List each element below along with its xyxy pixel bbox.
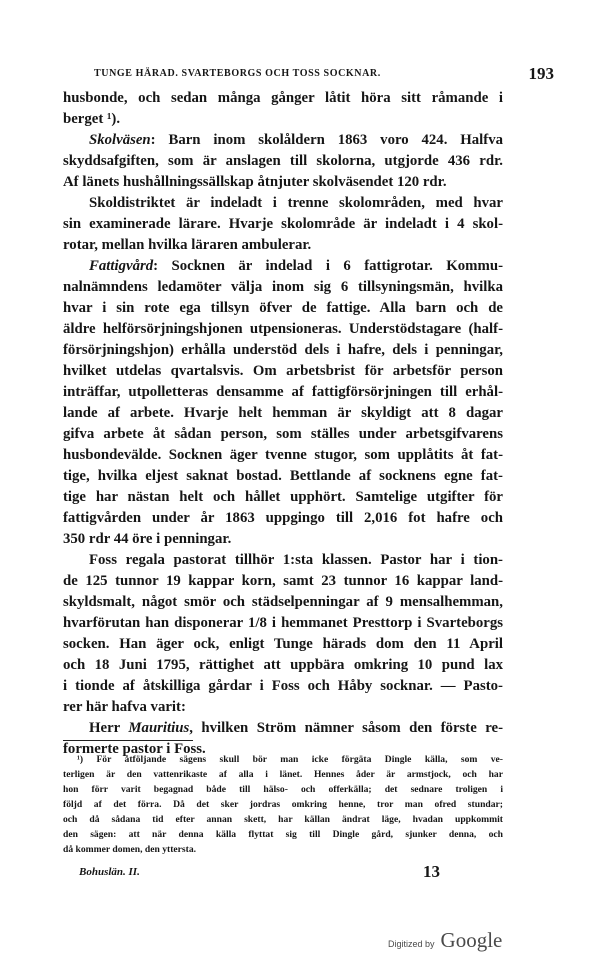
text-line: Af länets hushållningssällskap åtnjuter skolväsendet 120 rdr. [63,174,447,190]
text-line: Fattigvård: Socknen är indelad i 6 fattigrotar. Kommu- [89,258,503,274]
google-logo: Google [440,928,503,952]
text-line: Skolväsen: Barn inom skolåldern 1863 voro 424. Halfva [89,132,503,148]
text-line: formerte pastor i Foss. [63,741,206,757]
running-head: TUNGE HÄRAD. SVARTEBORGS OCH TOSS SOCKNAR. [94,68,381,79]
text-line: nalnämndens ledamöter välja inom sig 6 tillsyningsmän, hvilka [63,279,503,295]
footnote-line: den sägen: att när denna källa flyttat sig till Dingle gård, sjunker denna, och [63,829,503,840]
footnote-line: terligen är den vattenrikaste af alla i länet. Hennes åder är armstjock, och har [63,769,503,780]
digitization-watermark [388,928,502,953]
text-line: tige, hvilka eljest saknat bostad. Bettlande af socknens egne fat- [63,468,503,484]
text-line: sin examinerade lärare. Hvarje skolområde är indeladt i 4 skol- [63,216,503,232]
text-line: skyldsmalt, något smör och städselpenningar af 9 mensalhemman, [63,594,503,610]
text-line: äldre helförsörjningshjonen utpensioneras. Understödstagare (half- [63,321,503,337]
text-line: husbonde, och sedan många gånger låtit höra sitt råmande i [63,90,503,106]
text-line: hvar i sin rote ega tillsyn öfver de fattige. Alla barn och de [63,300,503,316]
text-line: 350 rdr 44 öre i penningar. [63,531,232,547]
paragraph-skolvasen [63,130,503,151]
footnote [63,752,503,857]
signature-mark: 13 [423,862,440,881]
body-text [63,88,503,760]
text-line: Foss regala pastorat tillhör 1:sta klassen. Pastor har i tion- [89,552,503,568]
text-line: husbondevälde. Socknen äger tvenne stugor, som upplåtits åt fat- [63,447,503,463]
paragraph-fattigvard [63,256,503,277]
text-line: fattigvården under år 1863 uppgingo till 2,016 fot hafre och [63,510,503,526]
text-line: berget ¹). [63,111,121,127]
text-line: i tionde af åtskilliga gårdar i Foss och Håby socknar. — Pasto- [63,678,503,694]
footnote-line: ¹) För åtföljande sägens skull bör man icke förgäta Dingle källa, som ve- [77,754,503,765]
text-line: gifva arbete åt sådan person, som ställes under arbetsgifvarens [63,426,503,442]
text-line: hvilket utdelas qvartalsvis. Om arbetsbrist för arbetsför person [63,363,503,379]
text-line: lande af arbete. Hvarje helt hemman är skyldigt att 8 dagar [63,405,503,421]
footnote-line: och då sådana tid efter annan skett, har källan ändrat läge, hvadan uppkommit [63,814,503,825]
footnote-line: då kommer domen, den ytterstа. [63,844,197,855]
text-line: skyddsafgiften, som är anslagen till skolorna, utgjorde 436 rdr. [63,153,503,169]
page-footer [63,862,503,886]
text-line: rotar, mellan hvilka läraren ambulerar. [63,237,312,253]
digitized-by-label: Digitized by [388,939,435,949]
text-line: de 125 tunnor 19 kappar korn, samt 23 tunnor 16 kappar land- [63,573,503,589]
text-line: och 18 Juni 1795, rättighet att uppbära omkring 10 pund lax [63,657,503,673]
page-number: 193 [528,64,554,83]
text-line: rer här hafva varit: [63,699,186,715]
footnote-line: följd af det förra. Då det sker jordras omkring henne, tror man ofred stundar; [63,799,503,810]
text-line: Herr Mauritius, hvilken Ström nämner såsom den förste re- [89,720,503,736]
footnote-line: hon förr varit begagnad både till hälso- och offerkälla; det sednare troligen i [63,784,503,795]
signature: Bohuslän. II. [79,866,140,878]
text-line: tige har nästan helt och hållet upphört. Samtelige utgifter för [63,489,503,505]
text-line: Skoldistriktet är indeladt i trenne skolområden, med hvar [89,195,503,211]
text-line: hvarförutan han disponerar 1/8 i hemmanet Presttorp i Svarteborgs [63,615,503,631]
text-line: socken. Han äger ock, enligt Tunge härads dom den 11 April [63,636,503,652]
text-line: inträffar, utpolletteras densamme af fattigförsörjningen till erhål- [63,384,503,400]
text-line: försörjningshjon) erhålla understöd dels i hafre, dels i penningar, [63,342,503,358]
page-header [60,64,560,86]
footnote-divider [63,740,193,741]
